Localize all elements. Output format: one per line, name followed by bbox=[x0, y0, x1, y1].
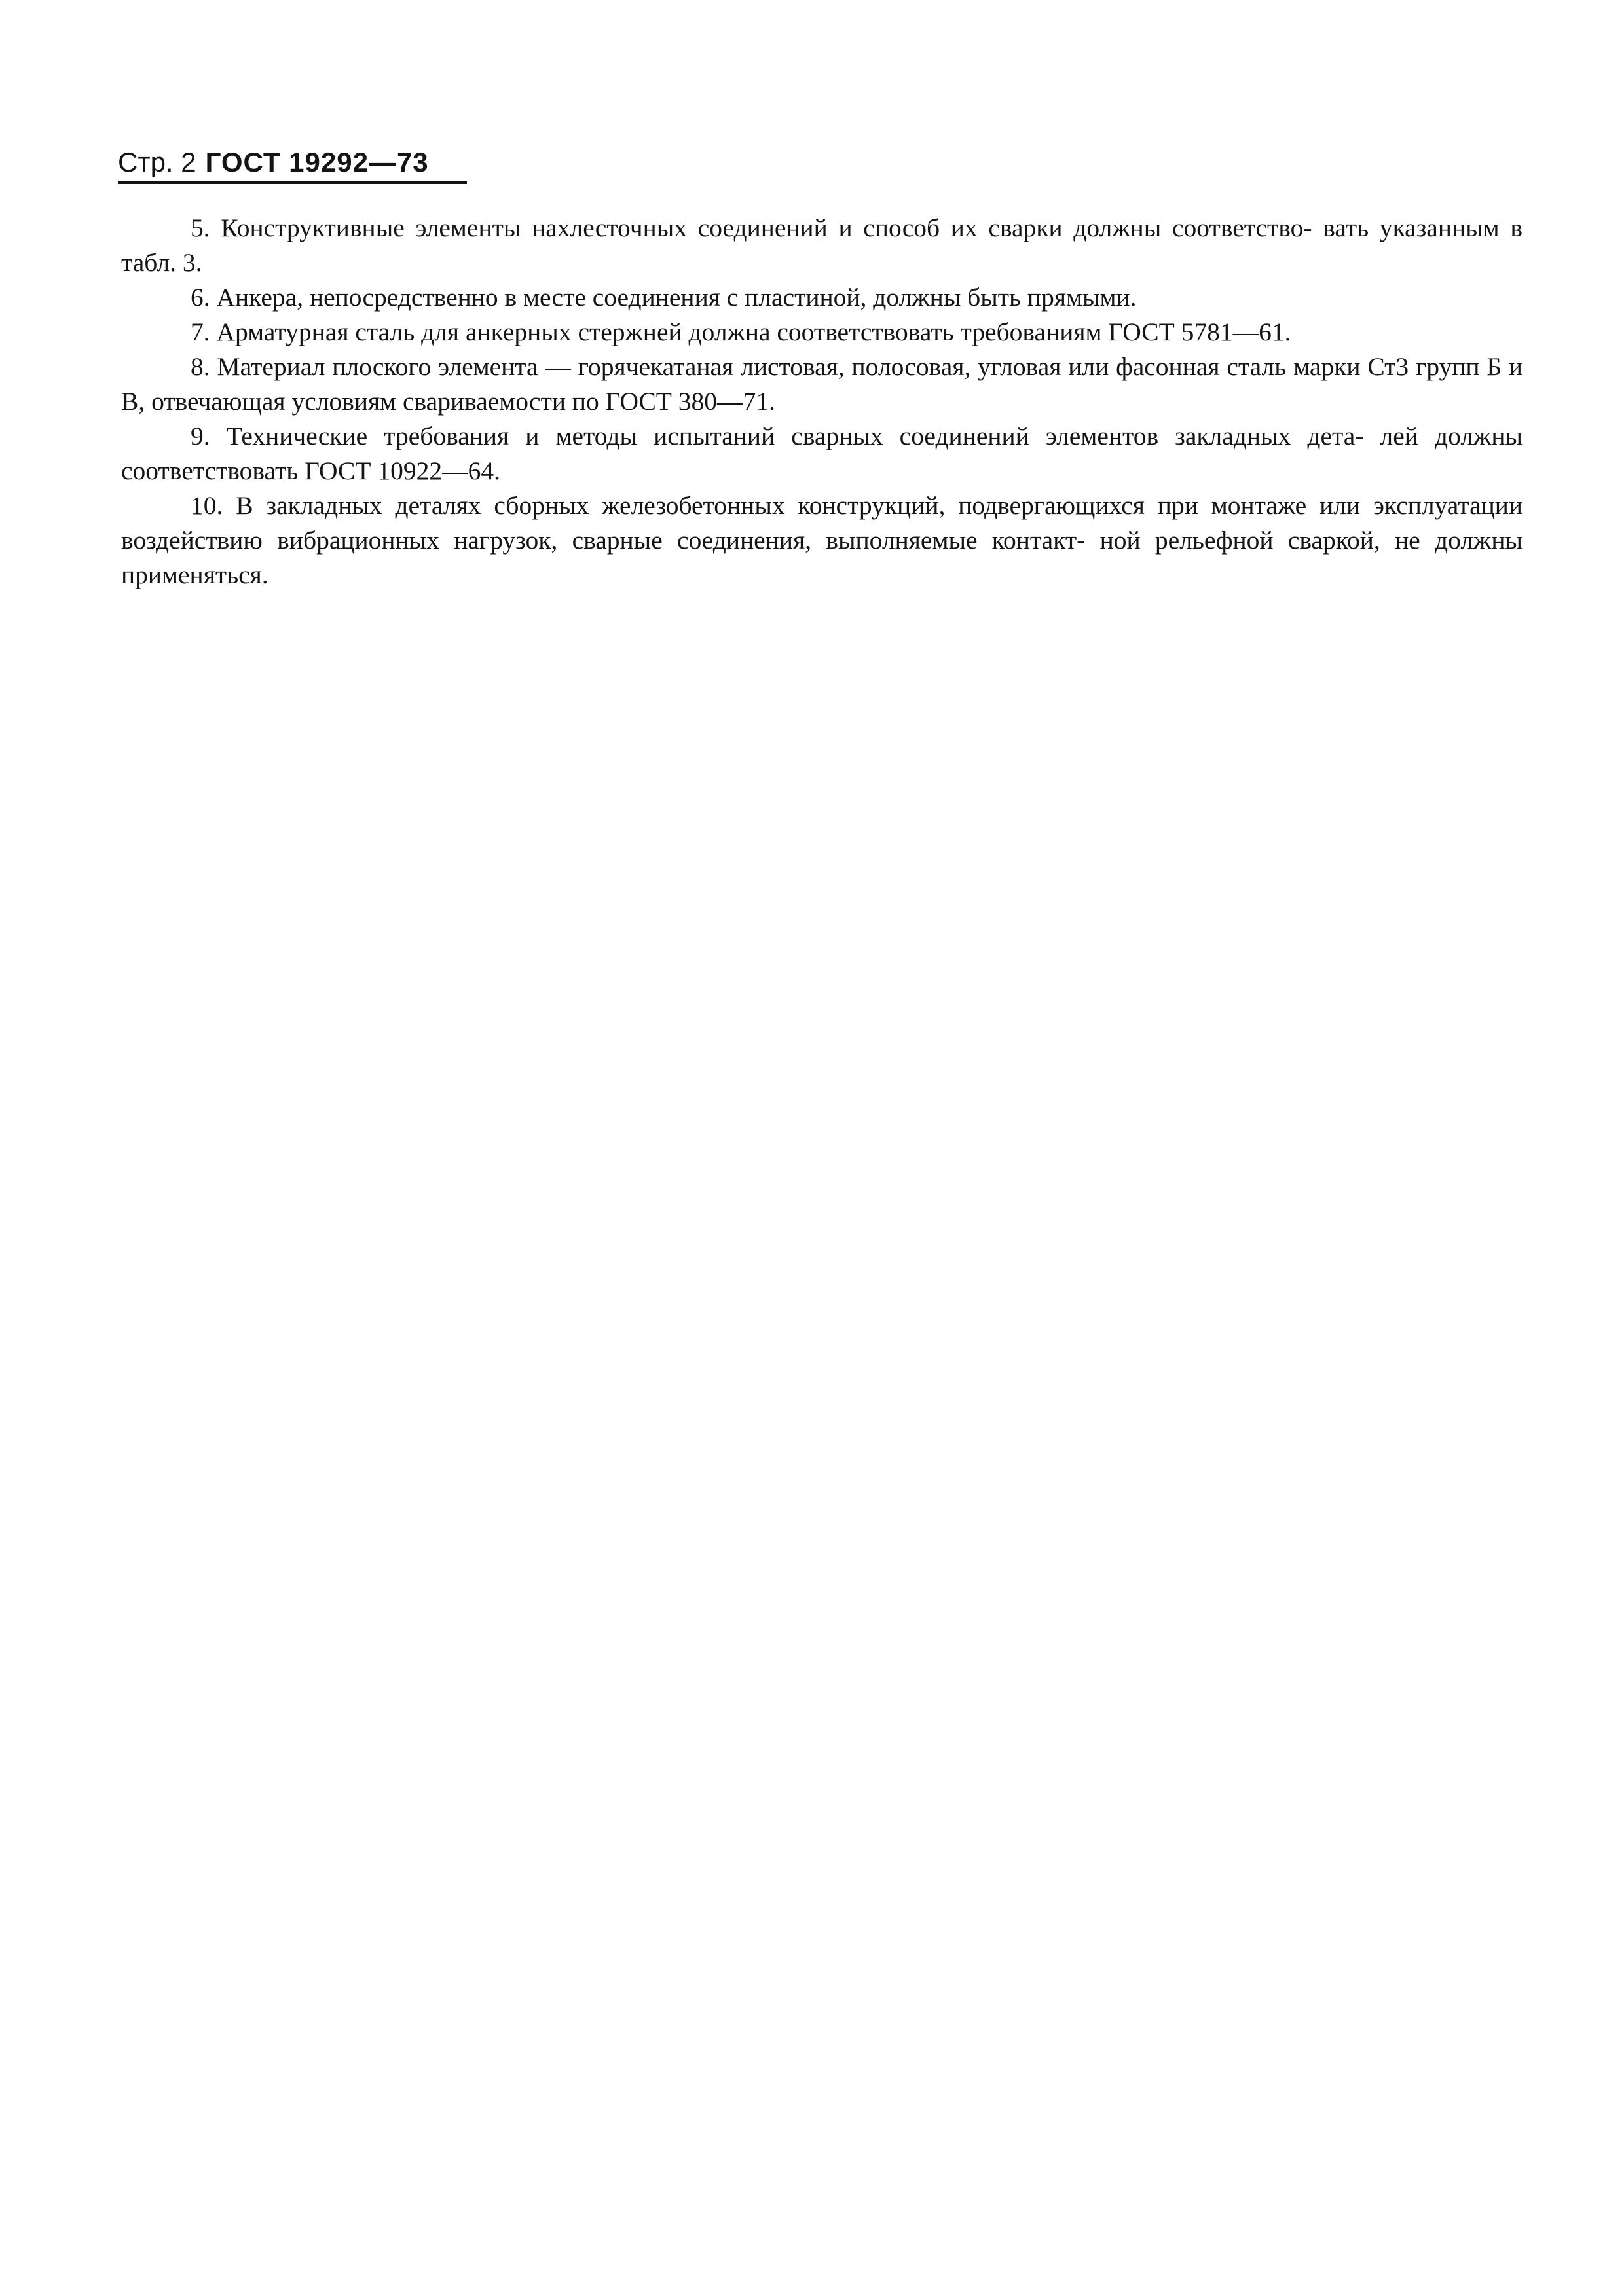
paragraph-5-line-2: вать указанным в табл. 3. bbox=[121, 213, 1522, 277]
document-body bbox=[121, 211, 1522, 592]
paragraph-10-line-2: или эксплуатации воздействию вибрационных нагрузок, сварные соединения, выполняемые контакт- bbox=[121, 491, 1523, 555]
paragraph-10-line-1: 10. В закладных деталях сборных железобетонных конструкций, подвергающихся при монтаже bbox=[191, 491, 1307, 520]
paragraph-5 bbox=[121, 211, 1522, 280]
paragraph-9-line-2: лей должны соответствовать ГОСТ 10922—64. bbox=[121, 422, 1523, 485]
header-rule bbox=[118, 181, 467, 184]
paragraph-8 bbox=[121, 350, 1522, 419]
paragraph-7-line-2: ГОСТ 5781—61. bbox=[1108, 318, 1291, 346]
page-number: Стр. 2 bbox=[118, 147, 196, 177]
paragraph-7-line-1: 7. Арматурная сталь для анкерных стержней должна соответствовать требованиям bbox=[191, 318, 1102, 346]
paragraph-6-line-1: 6. Анкера, непосредственно в месте соединения с пластиной, должны быть прямыми. bbox=[191, 283, 1137, 312]
paragraph-5-line-1: 5. Конструктивные элементы нахлесточных соединений и способ их сварки должны соответство- bbox=[191, 213, 1312, 242]
running-header bbox=[118, 139, 429, 178]
paragraph-8-line-2: сталь марки Ст3 групп Б и В, отвечающая условиям свариваемости по ГОСТ 380—71. bbox=[121, 352, 1523, 416]
paragraph-8-line-1: 8. Материал плоского элемента — горячекатаная листовая, полосовая, угловая или фасонная bbox=[191, 352, 1220, 381]
standard-code: ГОСТ 19292—73 bbox=[205, 147, 429, 177]
paragraph-10-line-3: ной рельефной сваркой, не должны применяться. bbox=[121, 526, 1523, 589]
paragraph-7 bbox=[121, 315, 1522, 350]
paragraph-9-line-1: 9. Технические требования и методы испытаний сварных соединений элементов закладных дета- bbox=[191, 422, 1364, 450]
paragraph-6 bbox=[121, 280, 1522, 315]
paragraph-9 bbox=[121, 419, 1522, 488]
paragraph-10 bbox=[121, 488, 1522, 592]
